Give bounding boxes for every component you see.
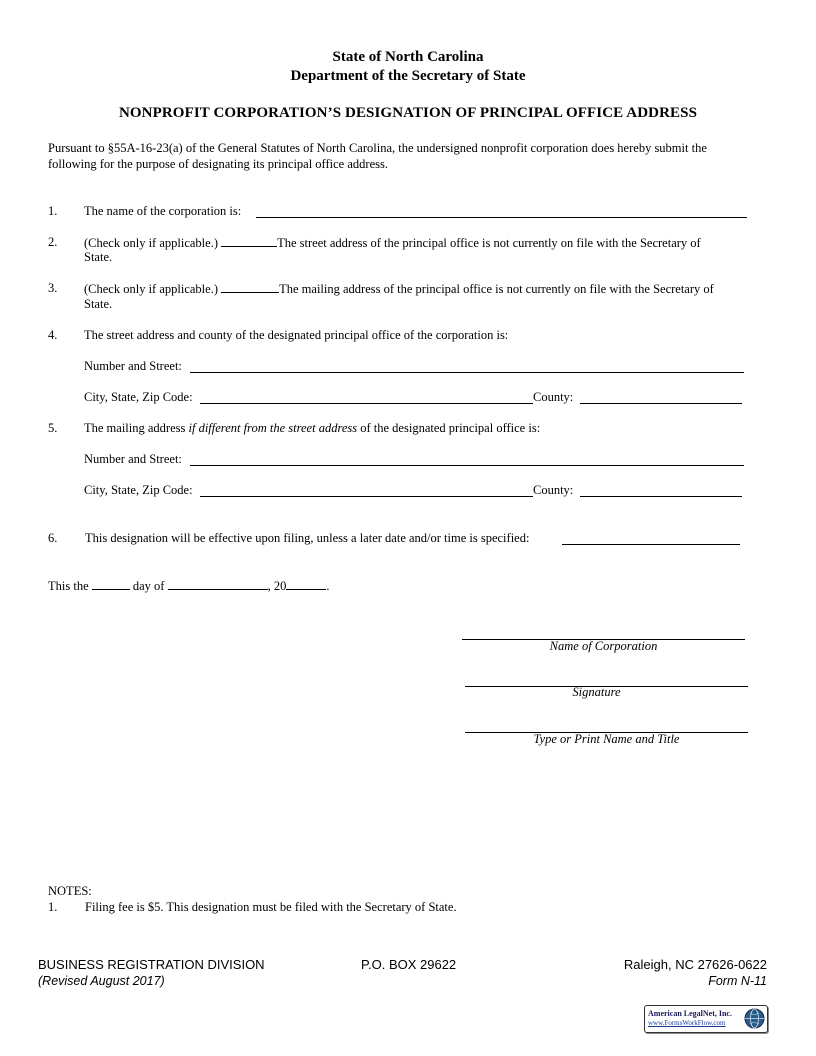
item-3-line-1 — [84, 280, 774, 297]
type-or-print-caption: Type or Print Name and Title — [533, 732, 680, 746]
county-label-4: County: — [533, 390, 574, 404]
globe-icon — [744, 1008, 765, 1029]
footer-division: BUSINESS REGISTRATION DIVISION — [38, 957, 265, 972]
name-of-corporation-caption: Name of Corporation — [549, 639, 658, 653]
item-1-number: 1. — [48, 204, 58, 218]
effective-date-field[interactable] — [562, 532, 740, 545]
note-1-text: Filing fee is $5. This designation must be filed with the Secretary of State. — [85, 900, 457, 914]
street-label-5: Number and Street: — [84, 452, 182, 466]
day-of-label: day of — [132, 579, 165, 593]
day-field[interactable] — [92, 577, 130, 590]
item-4-label: The street address and county of the designated principal office of the corporation is: — [84, 328, 509, 342]
item-2-prefix: (Check only if applicable.) — [84, 236, 218, 250]
notes-heading: NOTES: — [48, 884, 92, 898]
city-label-5: City, State, Zip Code: — [84, 483, 193, 497]
year-prefix-label: , 20 — [267, 579, 287, 593]
item-2-line-1 — [84, 234, 764, 251]
logo-name: American LegalNet, Inc. — [648, 1009, 732, 1018]
item-3-prefix: (Check only if applicable.) — [84, 282, 218, 296]
logo-url: www.FormsWorkFlow.com — [648, 1019, 726, 1027]
month-field[interactable] — [168, 577, 268, 590]
form-title: NONPROFIT CORPORATION’S DESIGNATION OF PRINCIPAL OFFICE ADDRESS — [118, 105, 698, 121]
corporation-name-field[interactable] — [256, 205, 747, 218]
intro-line-2: following for the purpose of designating its principal office address. — [48, 157, 388, 171]
item-2-check-field[interactable] — [221, 234, 277, 247]
item-5-label — [84, 420, 540, 436]
item-5-label-post: of the designated principal office is: — [357, 421, 541, 435]
item-3-check-field[interactable] — [221, 280, 279, 293]
item-3-number: 3. — [48, 281, 58, 295]
item-4-number: 4. — [48, 328, 58, 342]
date-line — [48, 577, 329, 594]
footer-city: Raleigh, NC 27626-0622 — [623, 957, 767, 972]
city-label-4: City, State, Zip Code: — [84, 390, 193, 404]
street-label-4: Number and Street: — [84, 359, 182, 373]
item-2-number: 2. — [48, 235, 58, 249]
item-3-line-2: State. — [84, 297, 113, 311]
city-field-4[interactable] — [200, 391, 533, 404]
year-field[interactable] — [286, 577, 326, 590]
county-field-5[interactable] — [580, 484, 742, 497]
footer-po-box: P.O. BOX 29622 — [361, 957, 457, 972]
item-1-label: The name of the corporation is: — [84, 204, 242, 218]
item-3-text: The mailing address of the principal office is not currently on file with the Secretary of — [279, 282, 714, 296]
note-1-number: 1. — [48, 900, 58, 914]
item-5-label-pre: The mailing address — [84, 421, 189, 435]
item-6-number: 6. — [48, 531, 58, 545]
footer-form-number: Form N-11 — [708, 974, 767, 988]
footer-revised: (Revised August 2017) — [38, 974, 165, 988]
item-5-number: 5. — [48, 421, 58, 435]
signature-caption: Signature — [572, 685, 621, 699]
item-2-text: The street address of the principal office is not currently on file with the Secretary of — [277, 236, 701, 250]
this-the-label: This the — [48, 579, 89, 593]
item-2-line-2: State. — [84, 250, 113, 264]
item-5-label-italic: if different from the street address — [188, 421, 358, 435]
american-legalnet-logo[interactable] — [644, 1005, 768, 1033]
county-label-5: County: — [533, 483, 574, 497]
street-field-5[interactable] — [190, 453, 744, 466]
date-period: . — [326, 579, 330, 593]
intro-line-1: Pursuant to §55A-16-23(a) of the General Statutes of North Carolina, the undersigned nonprofit corporation does hereby submit the — [48, 141, 707, 155]
city-field-5[interactable] — [200, 484, 533, 497]
county-field-4[interactable] — [580, 391, 742, 404]
item-6-label: This designation will be effective upon filing, unless a later date and/or time is specified: — [85, 531, 530, 545]
state-heading: State of North Carolina — [332, 49, 484, 65]
department-heading: Department of the Secretary of State — [290, 68, 526, 84]
street-field-4[interactable] — [190, 360, 744, 373]
